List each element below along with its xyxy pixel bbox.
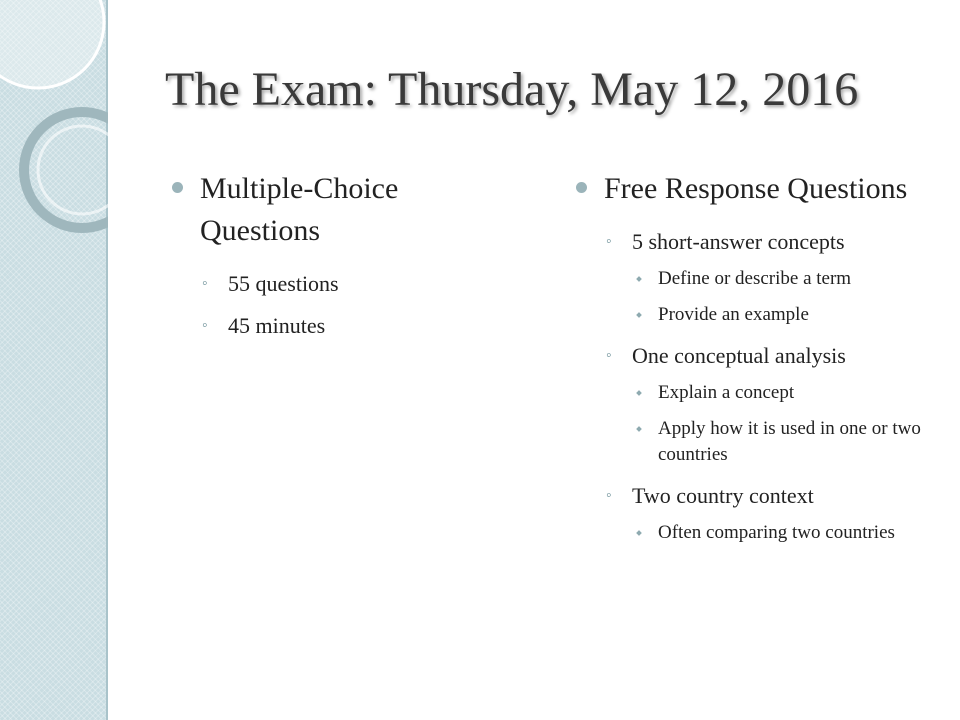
multiple-choice-heading: Multiple-Choice Questions [172,168,512,252]
sub-list-item: Provide an example [576,302,936,328]
free-response-heading: Free Response Questions [576,168,936,210]
circle-ornament [0,0,108,260]
list-item: ◦ 55 questions [172,270,512,298]
sub-list-item: Explain a concept [576,380,936,406]
list-item: ◦ One conceptual analysis [576,342,936,370]
sub-list-item: Often comparing two countries [576,520,936,546]
multiple-choice-column [172,168,512,340]
slide-title: The Exam: Thursday, May 12, 2016 [165,63,859,116]
list-item: ◦ 5 short-answer concepts [576,228,936,256]
sub-list-item: Define or describe a term [576,266,936,292]
list-item: ◦ Two country context [576,482,936,510]
free-response-column [576,168,936,546]
sub-list-item: Apply how it is used in one or two countries [576,416,936,468]
list-item: ◦ 45 minutes [172,312,512,340]
